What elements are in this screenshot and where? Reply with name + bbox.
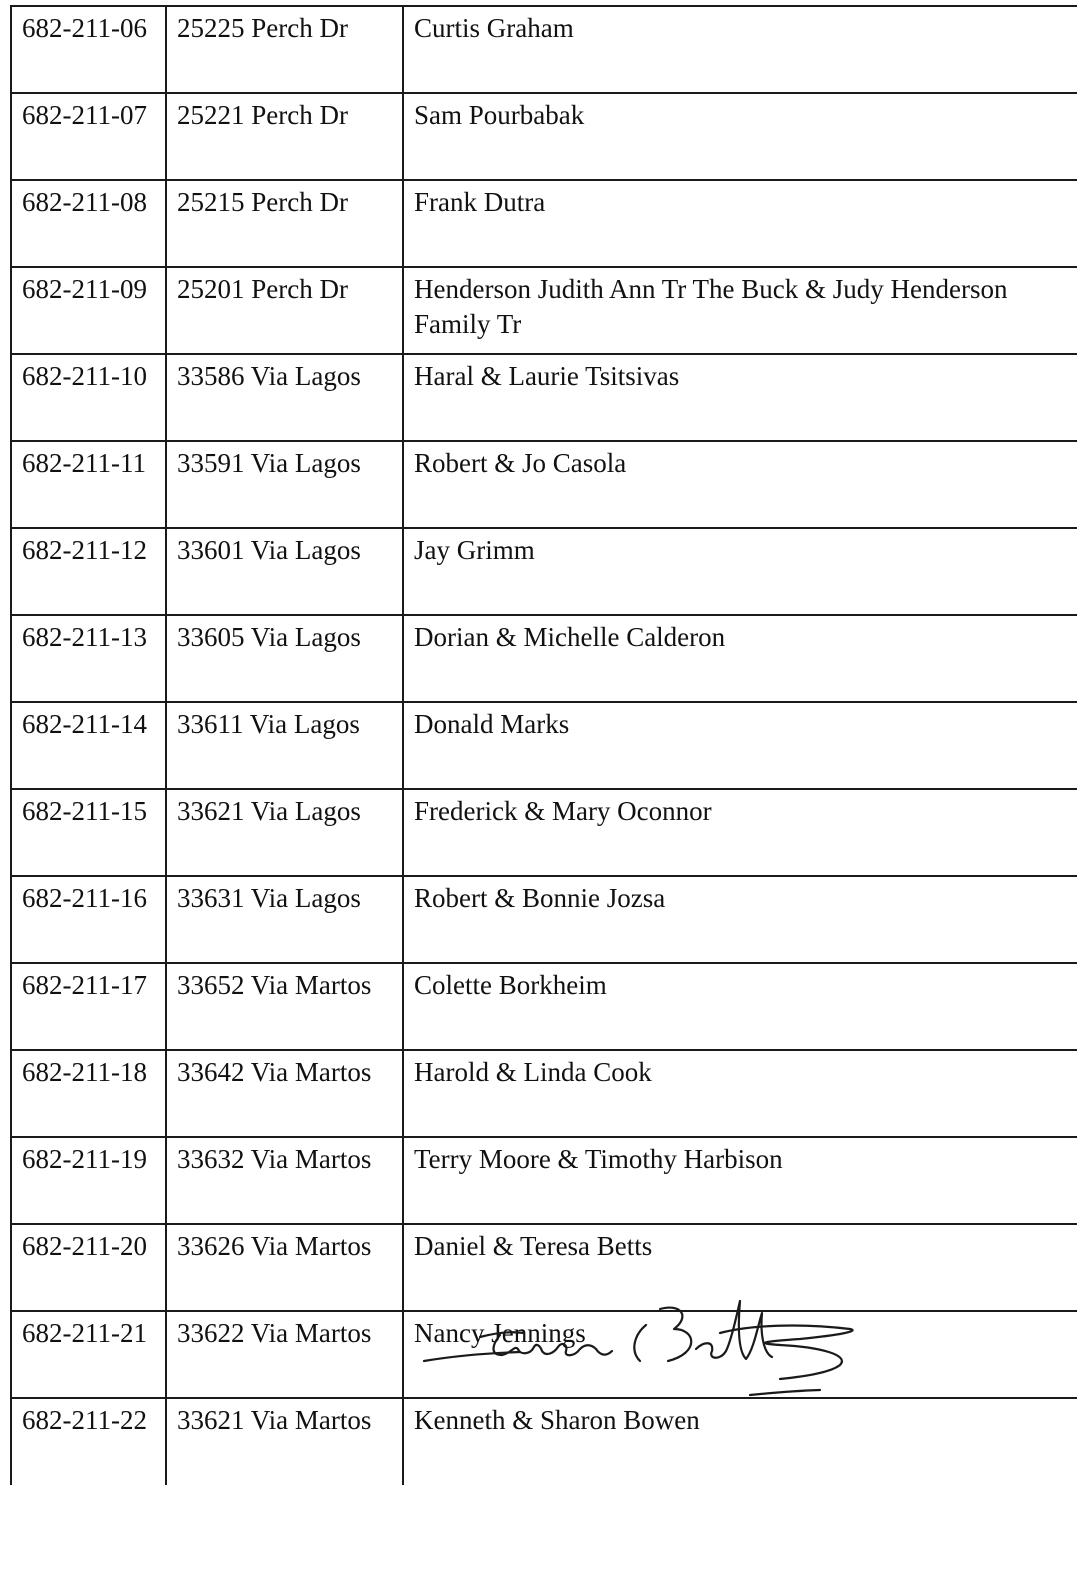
address-cell: 33631 Via Lagos (166, 876, 403, 963)
apn-cell: 682-211-22 (11, 1398, 166, 1485)
owner-cell: Sam Pourbabak (403, 93, 1077, 180)
table-row (11, 528, 1077, 615)
table-row (11, 180, 1077, 267)
apn-cell: 682-211-09 (11, 267, 166, 354)
apn-cell: 682-211-11 (11, 441, 166, 528)
owner-cell: Donald Marks (403, 702, 1077, 789)
table-row (11, 963, 1077, 1050)
table-row (11, 441, 1077, 528)
table-row (11, 1050, 1077, 1137)
owner-cell: Jay Grimm (403, 528, 1077, 615)
address-cell: 33586 Via Lagos (166, 354, 403, 441)
table-row (11, 1224, 1077, 1311)
apn-cell: 682-211-08 (11, 180, 166, 267)
address-cell: 33605 Via Lagos (166, 615, 403, 702)
apn-cell: 682-211-21 (11, 1311, 166, 1398)
apn-cell: 682-211-10 (11, 354, 166, 441)
apn-cell: 682-211-12 (11, 528, 166, 615)
owner-cell: Haral & Laurie Tsitsivas (403, 354, 1077, 441)
owner-cell: Frank Dutra (403, 180, 1077, 267)
apn-cell: 682-211-06 (11, 6, 166, 93)
owner-cell: Colette Borkheim (403, 963, 1077, 1050)
address-cell: 25215 Perch Dr (166, 180, 403, 267)
address-cell: 33652 Via Martos (166, 963, 403, 1050)
address-cell: 33601 Via Lagos (166, 528, 403, 615)
table-row (11, 702, 1077, 789)
address-cell: 33642 Via Martos (166, 1050, 403, 1137)
table-row (11, 1311, 1077, 1398)
owner-cell: Robert & Jo Casola (403, 441, 1077, 528)
table-row (11, 93, 1077, 180)
property-owner-table (10, 5, 1077, 1485)
owner-cell: Robert & Bonnie Jozsa (403, 876, 1077, 963)
table-row (11, 789, 1077, 876)
apn-cell: 682-211-13 (11, 615, 166, 702)
address-cell: 33632 Via Martos (166, 1137, 403, 1224)
address-cell: 25225 Perch Dr (166, 6, 403, 93)
apn-cell: 682-211-14 (11, 702, 166, 789)
table-body (11, 6, 1077, 1485)
address-cell: 33621 Via Martos (166, 1398, 403, 1485)
address-cell: 33622 Via Martos (166, 1311, 403, 1398)
table-row (11, 354, 1077, 441)
apn-cell: 682-211-17 (11, 963, 166, 1050)
table-row (11, 1398, 1077, 1485)
address-cell: 25201 Perch Dr (166, 267, 403, 354)
table-row (11, 267, 1077, 354)
apn-cell: 682-211-20 (11, 1224, 166, 1311)
owner-cell: Kenneth & Sharon Bowen (403, 1398, 1077, 1485)
owner-cell: Dorian & Michelle Calderon (403, 615, 1077, 702)
address-cell: 33626 Via Martos (166, 1224, 403, 1311)
table-row (11, 876, 1077, 963)
address-cell: 33621 Via Lagos (166, 789, 403, 876)
owner-cell: Harold & Linda Cook (403, 1050, 1077, 1137)
apn-cell: 682-211-16 (11, 876, 166, 963)
address-cell: 25221 Perch Dr (166, 93, 403, 180)
table-row (11, 6, 1077, 93)
owner-cell: Terry Moore & Timothy Harbison (403, 1137, 1077, 1224)
owner-cell: Curtis Graham (403, 6, 1077, 93)
apn-cell: 682-211-18 (11, 1050, 166, 1137)
owner-cell: Henderson Judith Ann Tr The Buck & Judy Henderson Family Tr (403, 267, 1077, 354)
table-row (11, 1137, 1077, 1224)
owner-cell: Frederick & Mary Oconnor (403, 789, 1077, 876)
address-cell: 33611 Via Lagos (166, 702, 403, 789)
table-row (11, 615, 1077, 702)
apn-cell: 682-211-15 (11, 789, 166, 876)
address-cell: 33591 Via Lagos (166, 441, 403, 528)
apn-cell: 682-211-19 (11, 1137, 166, 1224)
apn-cell: 682-211-07 (11, 93, 166, 180)
owner-cell: Nancy Jennings (403, 1311, 1077, 1398)
owner-cell: Daniel & Teresa Betts (403, 1224, 1077, 1311)
